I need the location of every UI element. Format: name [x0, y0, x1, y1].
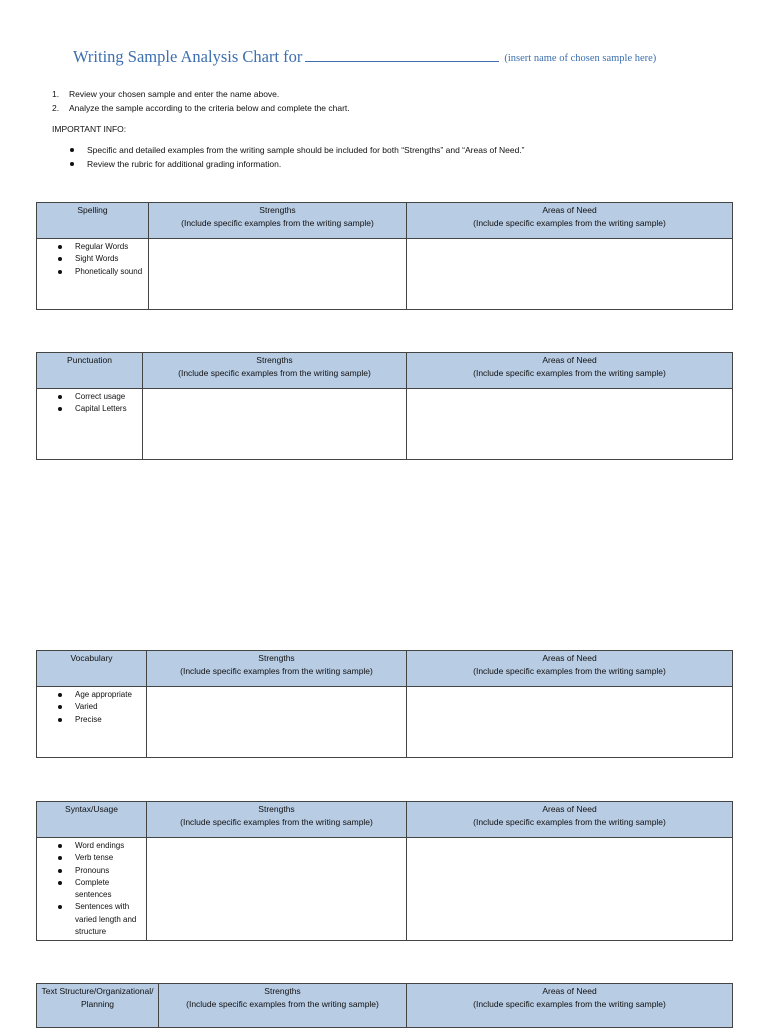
criteria-item: Sight Words	[58, 253, 148, 265]
areas-of-need-subtitle: (Include specific examples from the writing sample)	[473, 999, 666, 1009]
areas-of-need-cell[interactable]	[407, 838, 733, 941]
criteria-item: Age appropriate	[58, 689, 146, 701]
criteria-item: Phonetically sound	[58, 266, 148, 278]
category-header: Punctuation	[37, 353, 143, 389]
areas-of-need-cell[interactable]	[407, 239, 733, 310]
category-header: Vocabulary	[37, 651, 147, 687]
category-header: Syntax/Usage	[37, 802, 147, 838]
important-info-label: IMPORTANT INFO:	[52, 124, 127, 134]
strengths-subtitle: (Include specific examples from the writing sample)	[186, 999, 379, 1009]
strengths-subtitle: (Include specific examples from the writing sample)	[180, 666, 373, 676]
criteria-item: Verb tense	[58, 852, 146, 864]
areas-of-need-title: Areas of Need	[542, 205, 597, 215]
areas-of-need-cell[interactable]	[407, 687, 733, 758]
strengths-cell[interactable]	[143, 389, 407, 460]
strengths-header	[147, 651, 407, 687]
areas-of-need-header	[407, 651, 733, 687]
areas-of-need-subtitle: (Include specific examples from the writing sample)	[473, 368, 666, 378]
strengths-header	[149, 203, 407, 239]
strengths-header	[143, 353, 407, 389]
areas-of-need-header	[407, 203, 733, 239]
strengths-subtitle: (Include specific examples from the writing sample)	[181, 218, 374, 228]
step-text: Review your chosen sample and enter the name above.	[69, 89, 280, 99]
title-note: (insert name of chosen sample here)	[504, 53, 657, 64]
criteria-cell	[37, 389, 143, 460]
strengths-cell[interactable]	[147, 687, 407, 758]
instruction-step	[52, 87, 732, 101]
criteria-item: Correct usage	[58, 391, 142, 403]
areas-of-need-title: Areas of Need	[542, 355, 597, 365]
strengths-cell[interactable]	[149, 239, 407, 310]
criteria-item: Regular Words	[58, 241, 148, 253]
step-number: 2.	[52, 103, 60, 113]
strengths-header	[159, 984, 407, 1028]
areas-of-need-title: Areas of Need	[542, 804, 597, 814]
strengths-title: Strengths	[264, 986, 301, 996]
step-number: 1.	[52, 89, 60, 99]
strengths-title: Strengths	[258, 653, 295, 663]
important-info-list	[52, 143, 732, 171]
criteria-cell	[37, 239, 149, 310]
areas-of-need-title: Areas of Need	[542, 653, 597, 663]
document-title	[73, 47, 656, 67]
syntax-usage-table	[36, 801, 733, 941]
strengths-title: Strengths	[258, 804, 295, 814]
category-header: Text Structure/Organizational/ Planning	[37, 984, 159, 1028]
criteria-item: Varied	[58, 701, 146, 713]
strengths-subtitle: (Include specific examples from the writing sample)	[178, 368, 371, 378]
strengths-header	[147, 802, 407, 838]
areas-of-need-header	[407, 984, 733, 1028]
areas-of-need-header	[407, 353, 733, 389]
criteria-cell	[37, 838, 147, 941]
text-structure-table	[36, 983, 733, 1028]
areas-of-need-subtitle: (Include specific examples from the writing sample)	[473, 817, 666, 827]
areas-of-need-header	[407, 802, 733, 838]
important-info-item: Review the rubric for additional grading information.	[70, 157, 732, 171]
title-text: Writing Sample Analysis Chart for	[73, 47, 303, 66]
strengths-cell[interactable]	[147, 838, 407, 941]
criteria-item: Complete sentences	[58, 877, 146, 902]
punctuation-table	[36, 352, 733, 460]
important-info-item: Specific and detailed examples from the writing sample should be included for both “Strengths” and “Areas of Need.”	[70, 143, 732, 157]
instructions	[52, 87, 732, 171]
step-text: Analyze the sample according to the criteria below and complete the chart.	[69, 103, 350, 113]
criteria-item: Sentences with varied length and structure	[58, 901, 146, 938]
strengths-title: Strengths	[256, 355, 293, 365]
strengths-subtitle: (Include specific examples from the writing sample)	[180, 817, 373, 827]
spelling-table	[36, 202, 733, 310]
criteria-item: Precise	[58, 714, 146, 726]
areas-of-need-subtitle: (Include specific examples from the writing sample)	[473, 218, 666, 228]
criteria-cell	[37, 687, 147, 758]
instruction-steps	[52, 87, 732, 115]
areas-of-need-title: Areas of Need	[542, 986, 597, 996]
category-header: Spelling	[37, 203, 149, 239]
areas-of-need-subtitle: (Include specific examples from the writing sample)	[473, 666, 666, 676]
criteria-item: Pronouns	[58, 865, 146, 877]
criteria-item: Capital Letters	[58, 403, 142, 415]
vocabulary-table	[36, 650, 733, 758]
criteria-item: Word endings	[58, 840, 146, 852]
sample-name-blank[interactable]	[305, 47, 499, 62]
strengths-title: Strengths	[259, 205, 296, 215]
areas-of-need-cell[interactable]	[407, 389, 733, 460]
instruction-step	[52, 101, 732, 115]
